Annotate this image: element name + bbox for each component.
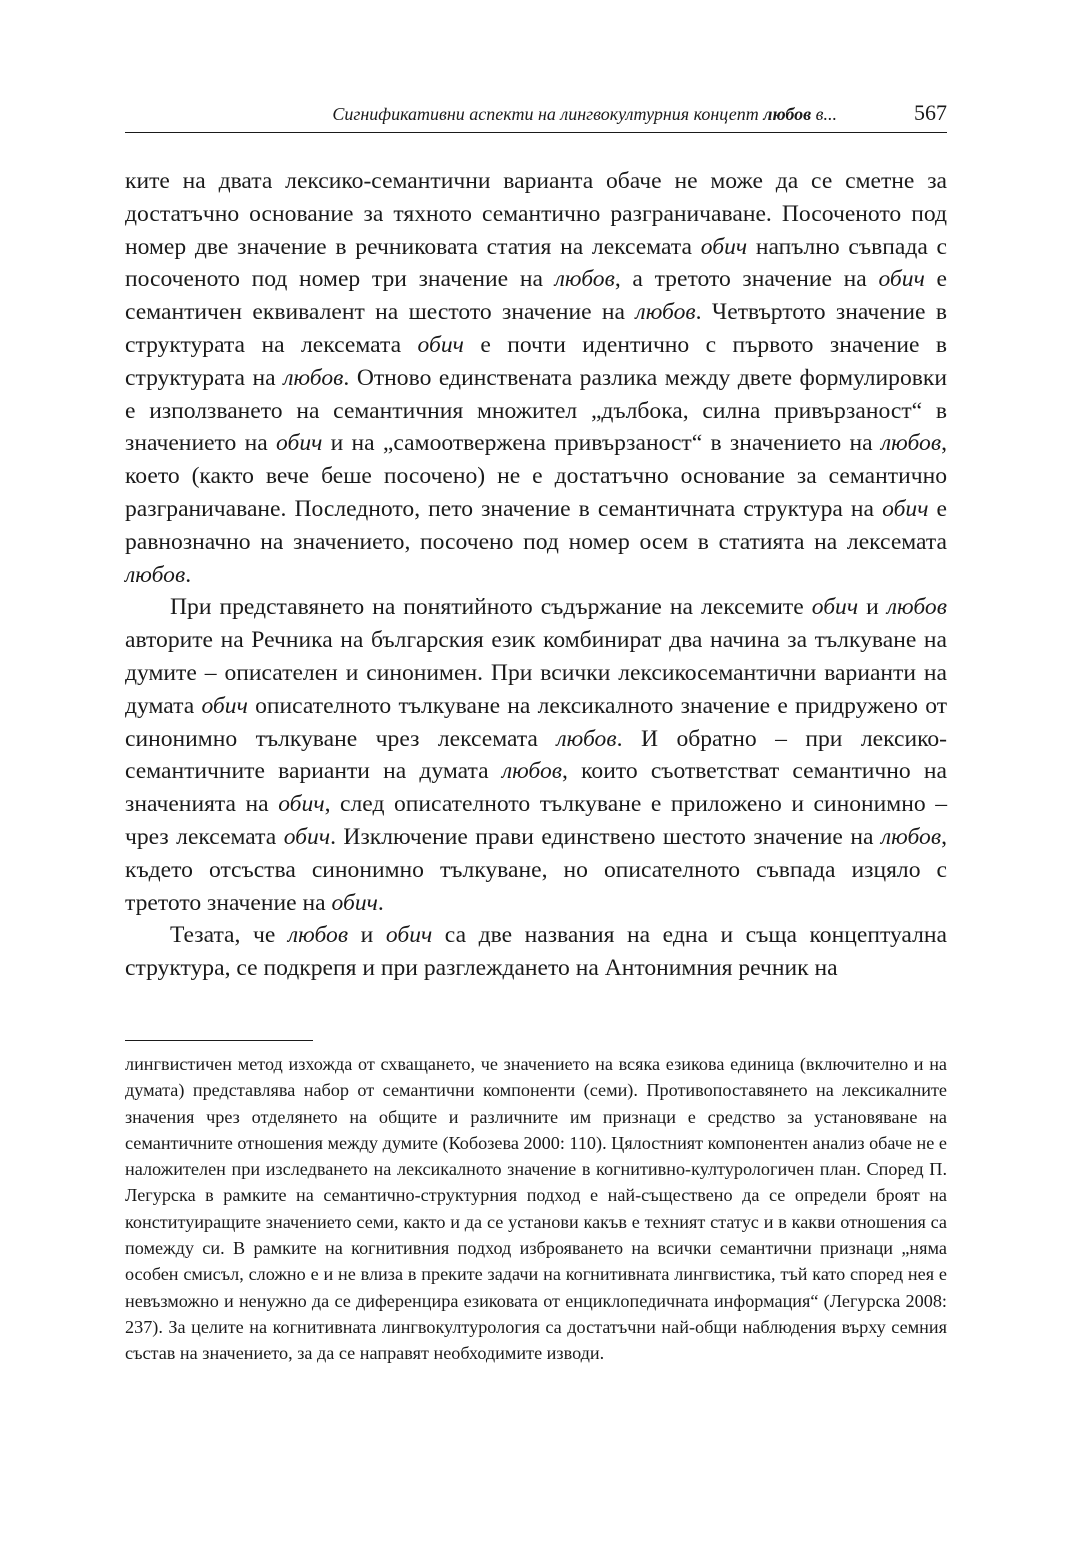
italic-term: обич: [283, 823, 331, 850]
italic-term: любов: [501, 758, 563, 785]
text-run: . Четвъртото значение в структурата на лексемата: [125, 299, 947, 358]
italic-term: любов: [554, 266, 615, 293]
text-run: и: [858, 594, 887, 621]
text-run: и: [348, 922, 386, 949]
footnote-divider: [125, 1040, 313, 1041]
text-run: , след описателното тълкуване е приложено и синонимно – чрез лексемата: [125, 791, 947, 850]
italic-term: любов: [886, 594, 947, 621]
running-title-post: в...: [811, 104, 837, 124]
text-run: , което (както вече беше посочено) не е достатъчно основание за семантично разграничаване. Последното, пето значение в семантичната структура на: [125, 430, 947, 522]
italic-term: обич: [878, 266, 925, 293]
text-run: е почти идентично с първото значение в структурата на: [125, 331, 947, 391]
main-text: [125, 165, 947, 985]
text-run: ките на двата лексико-семантични варианта обаче не може да се сметне за достатъчно основание за тяхното семантично разграничаване. Посоченото под номер две значение в речниковата статия на лексемата: [125, 168, 947, 260]
text-run: . Отново единствената разлика между двете формулировки е използването на семантичния множител „дълбока, силна привързаност“ в значението на: [125, 364, 947, 457]
italic-term: обич: [882, 495, 929, 522]
body-paragraph-2: [125, 591, 947, 919]
italic-term: любов: [880, 430, 942, 457]
page-number: 567: [914, 100, 947, 125]
text-run: е семантичен еквивалент на шестото значение на: [125, 266, 948, 326]
italic-term: обич: [700, 233, 748, 260]
text-run: описателното тълкуване на лексикалното значение е придружено от синонимно тълкуване чрез лексемата: [125, 692, 947, 752]
body-paragraph-3: [125, 919, 947, 985]
italic-term: обич: [417, 331, 464, 358]
text-run: е равнозначно на значението, посочено под номер осем в статията на лексемата: [125, 495, 947, 555]
text-run: . И обратно – при лексико-семантичните варианти на думата: [125, 725, 947, 785]
text-run: , където отсъства синонимно тълкуване, но описателното съвпада изцяло с третото значение на: [125, 823, 947, 916]
italic-term: обич: [278, 791, 325, 818]
running-title-bold: любов: [763, 104, 812, 124]
italic-term: обич: [201, 692, 248, 719]
text-run: . Изключение прави единствено шестото значение на: [330, 823, 881, 850]
text-run: .: [377, 889, 384, 916]
text-run: са две названия на една и съща концептуална структура, се подкрепя и при разглеждането на Антонимния речник на: [125, 922, 947, 982]
footnote-text: лингвистичен метод изхожда от схващането, че значението на всяка езикова единица (включително и на думата) представлява набор от семантични компоненти (семи). Противопоставянето на лексикалните значения чрез отделянето на общите и различните им признаци е средство за установяване на семантичните отношения между думите (Кобозева 2000: 110). Цялостният компонентен анализ обаче не е наложителен при изследването на лексикалното значение в когнитивно-културологичен план. Според П. Легурска в рамките на семантично-структурния подход е най-съществено да се определи броят на конституиращите значението семи, както и да се установи какъв е техният статус и в какви отношения са помежду си. В рамките на когнитивния подход изброяването на всички семантични признаци „няма особен смисъл, сложно е и не влиза в преките задачи на когнитивната лингвистика, тъй като според нея е невъзможно и ненужно да се диференцира езиковата от енциклопедичната информация“ (Легурска 2008: 237). За целите на когнитивната лингвокултурология са достатъчни най-общи наблюдения върху семния състав на значението, за да се направят необходимите изводи.: [125, 1054, 947, 1364]
footnote: [125, 1051, 947, 1367]
running-title: [332, 104, 837, 125]
italic-term: обич: [385, 922, 433, 949]
italic-term: любов: [287, 922, 349, 949]
text-run: напълно съвпада с посоченото под номер три значение на: [125, 233, 948, 293]
text-run: Тезата, че: [170, 922, 288, 949]
text-run: , които съответстват семантично на значенията на: [125, 758, 947, 818]
italic-term: любов: [283, 364, 344, 391]
italic-term: обич: [331, 889, 378, 916]
italic-term: любов: [880, 823, 942, 850]
text-run: авторите на Речника на българския език комбинират два начина за тълкуване на думите – описателен и синонимен. При всички лексикосемантични варианти на думата: [125, 627, 947, 719]
italic-term: обич: [275, 430, 323, 457]
text-run: При представянето на понятийното съдържание на лексемите: [170, 594, 812, 621]
italic-term: любов: [556, 725, 617, 752]
running-header: [125, 98, 947, 133]
text-run: и на „самоотвержена привързаност“ в значението на: [322, 430, 881, 457]
body-paragraph-1: [125, 165, 947, 591]
text-run: .: [185, 561, 192, 588]
running-title-pre: Сигнификативни аспекти на лингвокултурния концепт: [332, 104, 764, 124]
italic-term: обич: [811, 594, 859, 621]
italic-term: любов: [125, 561, 186, 588]
text-run: , а третото значение на: [614, 266, 879, 293]
italic-term: любов: [635, 299, 696, 326]
